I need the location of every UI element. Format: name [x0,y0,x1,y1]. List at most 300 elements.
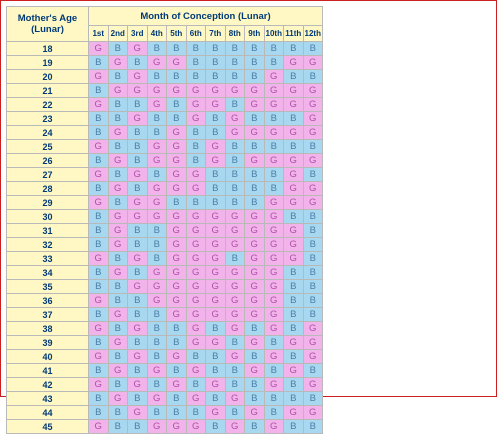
gender-cell: B [128,182,148,196]
gender-cell: G [264,196,284,210]
table-row [7,266,323,280]
gender-cell: G [225,238,245,252]
age-cell: 34 [7,266,89,280]
gender-cell: B [264,168,284,182]
gender-cell: G [264,126,284,140]
gender-cell: G [206,280,226,294]
gender-cell: G [167,210,187,224]
table-row [7,168,323,182]
gender-cell: B [206,70,226,84]
gender-cell: G [89,350,109,364]
gender-cell: G [284,182,304,196]
gender-cell: G [225,224,245,238]
gender-cell: B [264,182,284,196]
gender-cell: B [225,182,245,196]
gender-cell: B [284,210,304,224]
gender-cell: G [186,252,206,266]
gender-cell: B [303,392,323,406]
gender-cell: B [303,168,323,182]
gender-cell: G [303,322,323,336]
gender-cell: B [264,392,284,406]
gender-cell: G [108,238,128,252]
age-cell: 19 [7,56,89,70]
age-cell: 30 [7,210,89,224]
gender-cell: B [128,336,148,350]
gender-cell: G [89,98,109,112]
gender-cell: G [186,182,206,196]
gender-cell: B [303,42,323,56]
gender-cell: G [167,266,187,280]
gender-cell: G [167,294,187,308]
gender-cell: B [245,378,265,392]
gender-cell: G [186,420,206,434]
age-cell: 24 [7,126,89,140]
gender-cell: G [264,154,284,168]
age-cell: 27 [7,168,89,182]
gender-cell: B [284,322,304,336]
table-row [7,210,323,224]
gender-cell: B [225,364,245,378]
table-row [7,238,323,252]
gender-cell: G [186,364,206,378]
gender-cell: B [108,294,128,308]
gender-cell: G [167,126,187,140]
gender-cell: G [264,224,284,238]
month-of-conception-header: Month of Conception (Lunar) [89,7,323,26]
gender-cell: B [206,364,226,378]
gender-cell: G [303,182,323,196]
gender-cell: B [128,126,148,140]
gender-cell: B [225,168,245,182]
gender-cell: G [128,378,148,392]
gender-cell: B [167,392,187,406]
gender-cell: B [303,420,323,434]
gender-cell: B [147,224,167,238]
table-row [7,140,323,154]
gender-cell: G [245,308,265,322]
gender-cell: G [147,196,167,210]
gender-cell: G [167,280,187,294]
gender-cell: B [89,308,109,322]
gender-cell: B [147,168,167,182]
gender-cell: B [284,266,304,280]
chart-body [7,42,323,434]
age-cell: 43 [7,392,89,406]
gender-cell: B [225,154,245,168]
gender-cell: G [147,266,167,280]
gender-cell: B [303,238,323,252]
gender-cell: G [147,364,167,378]
gender-cell: B [245,112,265,126]
gender-cell: G [147,210,167,224]
gender-cell: B [167,70,187,84]
gender-cell: B [89,364,109,378]
table-row [7,406,323,420]
gender-cell: G [128,70,148,84]
gender-cell: G [264,322,284,336]
gender-cell: B [264,56,284,70]
gender-cell: G [128,280,148,294]
gender-cell: G [264,238,284,252]
table-row [7,42,323,56]
gender-cell: G [303,98,323,112]
gender-cell: G [225,210,245,224]
gender-cell: B [206,112,226,126]
table-row [7,126,323,140]
age-cell: 44 [7,406,89,420]
gender-cell: B [108,420,128,434]
gender-cell: G [225,392,245,406]
age-cell: 31 [7,224,89,238]
gender-cell: G [167,350,187,364]
gender-cell: B [108,406,128,420]
gender-cell: B [225,140,245,154]
gender-cell: B [303,252,323,266]
gender-cell: G [264,210,284,224]
gender-cell: B [186,70,206,84]
gender-cell: B [225,98,245,112]
gender-cell: B [108,168,128,182]
gender-cell: G [147,392,167,406]
age-cell: 23 [7,112,89,126]
gender-cell: G [186,210,206,224]
gender-cell: B [225,252,245,266]
gender-cell: G [303,126,323,140]
gender-cell: G [89,70,109,84]
gender-cell: B [147,112,167,126]
gender-cell: B [245,196,265,210]
gender-cell: G [147,294,167,308]
gender-cell: B [245,182,265,196]
gender-cell: G [206,406,226,420]
gender-cell: G [206,336,226,350]
gender-cell: B [89,56,109,70]
table-row [7,420,323,434]
gender-cell: G [303,196,323,210]
month-header: 8th [225,26,245,42]
gender-cell: B [108,252,128,266]
gender-cell: G [225,266,245,280]
gender-cell: B [245,140,265,154]
gender-cell: B [147,322,167,336]
age-cell: 40 [7,350,89,364]
gender-cell: G [108,84,128,98]
gender-cell: B [89,126,109,140]
month-header: 11th [284,26,304,42]
gender-cell: B [108,350,128,364]
gender-cell: B [147,126,167,140]
gender-cell: G [147,56,167,70]
gender-cell: G [147,140,167,154]
gender-cell: G [89,168,109,182]
gender-cell: G [225,126,245,140]
gender-cell: G [284,336,304,350]
gender-cell: B [147,378,167,392]
table-row [7,336,323,350]
gender-cell: B [206,168,226,182]
gender-cell: B [264,140,284,154]
gender-cell: G [264,308,284,322]
age-cell: 20 [7,70,89,84]
gender-cell: B [89,406,109,420]
gender-cell: G [128,196,148,210]
gender-cell: G [108,266,128,280]
table-row [7,294,323,308]
table-row [7,154,323,168]
table-row [7,98,323,112]
gender-cell: B [167,112,187,126]
gender-cell: B [89,280,109,294]
gender-cell: G [186,224,206,238]
gender-cell: B [167,406,187,420]
table-row [7,322,323,336]
month-header: 6th [186,26,206,42]
gender-cell: B [89,238,109,252]
gender-cell: B [147,252,167,266]
gender-cell: G [186,98,206,112]
gender-cell: G [303,56,323,70]
gender-cell: B [128,140,148,154]
gender-cell: B [186,350,206,364]
gender-cell: B [167,42,187,56]
gender-cell: B [108,140,128,154]
gender-cell: B [206,126,226,140]
gender-cell: B [167,364,187,378]
month-header: 4th [147,26,167,42]
gender-cell: G [284,238,304,252]
gender-cell: B [284,280,304,294]
gender-cell: G [245,294,265,308]
gender-cell: G [147,420,167,434]
gender-cell: B [108,196,128,210]
gender-cell: G [284,56,304,70]
gender-cell: G [206,252,226,266]
gender-cell: G [206,238,226,252]
gender-cell: G [264,70,284,84]
age-cell: 29 [7,196,89,210]
gender-cell: B [89,266,109,280]
gender-cell: G [108,182,128,196]
gender-cell: G [245,84,265,98]
age-cell: 25 [7,140,89,154]
gender-cell: G [264,294,284,308]
gender-cell: B [284,350,304,364]
gender-cell: G [225,294,245,308]
gender-cell: G [303,336,323,350]
gender-cell: B [147,336,167,350]
gender-cell: B [108,280,128,294]
gender-cell: G [186,280,206,294]
gender-cell: B [89,154,109,168]
gender-cell: B [167,98,187,112]
gender-cell: G [186,112,206,126]
gender-cell: G [264,420,284,434]
month-header: 5th [167,26,187,42]
gender-cell: B [303,210,323,224]
table-row [7,308,323,322]
gender-cell: G [147,154,167,168]
gender-cell: B [225,196,245,210]
gender-cell: G [167,84,187,98]
gender-cell: B [206,420,226,434]
gender-cell: G [206,266,226,280]
gender-cell: B [225,336,245,350]
gender-cell: G [303,112,323,126]
gender-cell: G [206,154,226,168]
gender-cell: G [225,420,245,434]
gender-cell: B [284,70,304,84]
gender-cell: G [245,406,265,420]
gender-cell: B [147,406,167,420]
gender-cell: B [284,112,304,126]
gender-cell: B [128,308,148,322]
gender-cell: B [264,336,284,350]
mothers-age-header: Mother's Age (Lunar) [7,7,89,42]
gender-cell: G [284,126,304,140]
gender-cell: G [225,280,245,294]
gender-cell: B [167,196,187,210]
gender-cell: B [167,322,187,336]
gender-cell: B [186,56,206,70]
gender-cell: G [167,154,187,168]
gender-cell: B [128,56,148,70]
gender-cell: B [108,322,128,336]
gender-cell: G [128,42,148,56]
table-row [7,378,323,392]
gender-cell: G [186,392,206,406]
gender-cell: B [206,196,226,210]
gender-cell: G [245,224,265,238]
gender-cell: G [167,252,187,266]
gender-cell: G [225,84,245,98]
month-header: 3rd [128,26,148,42]
gender-cell: B [186,140,206,154]
gender-cell: B [264,406,284,420]
gender-cell: B [128,392,148,406]
table-row [7,350,323,364]
gender-cell: G [284,84,304,98]
table-row [7,252,323,266]
gender-cell: G [186,308,206,322]
age-cell: 18 [7,42,89,56]
gender-cell: B [303,364,323,378]
gender-cell: G [206,98,226,112]
gender-cell: B [303,308,323,322]
gender-cell: G [225,308,245,322]
gender-cell: B [186,154,206,168]
gender-cell: B [206,42,226,56]
gender-cell: B [284,294,304,308]
gender-cell: B [303,280,323,294]
gender-cell: G [167,224,187,238]
gender-cell: B [245,168,265,182]
gender-cell: G [108,308,128,322]
gender-cell: G [264,280,284,294]
gender-cell: B [264,112,284,126]
gender-cell: B [128,224,148,238]
gender-cell: G [167,56,187,70]
age-cell: 45 [7,420,89,434]
gender-cell: G [167,168,187,182]
month-header: 9th [245,26,265,42]
age-cell: 26 [7,154,89,168]
gender-cell: G [284,364,304,378]
gender-cell: B [147,308,167,322]
gender-cell: G [245,280,265,294]
gender-cell: B [303,140,323,154]
gender-cell: G [225,350,245,364]
gender-cell: G [245,238,265,252]
gender-cell: B [284,392,304,406]
chinese-gender-chart-table [6,6,323,434]
gender-cell: B [186,378,206,392]
gender-cell: G [284,98,304,112]
gender-cell: B [108,378,128,392]
age-cell: 33 [7,252,89,266]
gender-cell: G [284,224,304,238]
gender-cell: B [89,392,109,406]
gender-cell: G [147,182,167,196]
gender-cell: B [206,322,226,336]
gender-cell: B [128,364,148,378]
gender-cell: G [108,364,128,378]
table-row [7,84,323,98]
gender-cell: G [128,322,148,336]
gender-cell: G [284,406,304,420]
gender-cell: G [147,84,167,98]
gender-cell: G [206,308,226,322]
gender-cell: B [303,266,323,280]
age-cell: 28 [7,182,89,196]
table-row [7,182,323,196]
gender-cell: B [225,56,245,70]
gender-cell: G [128,112,148,126]
gender-cell: B [303,294,323,308]
gender-cell: B [128,294,148,308]
gender-cell: G [245,252,265,266]
gender-cell: G [264,378,284,392]
gender-cell: G [167,378,187,392]
gender-cell: G [303,84,323,98]
gender-cell: G [206,294,226,308]
gender-cell: B [245,42,265,56]
gender-cell: B [206,392,226,406]
gender-cell: B [225,378,245,392]
gender-cell: G [167,238,187,252]
gender-cell: G [167,420,187,434]
gender-cell: G [245,126,265,140]
gender-cell: G [108,336,128,350]
age-cell: 22 [7,98,89,112]
age-cell: 35 [7,280,89,294]
gender-cell: G [206,210,226,224]
gender-cell: B [206,182,226,196]
gender-cell: G [89,140,109,154]
age-cell: 41 [7,364,89,378]
gender-cell: G [89,378,109,392]
gender-cell: B [225,70,245,84]
gender-cell: G [186,266,206,280]
gender-cell: G [89,42,109,56]
gender-cell: B [89,224,109,238]
gender-cell: G [186,84,206,98]
gender-cell: G [264,350,284,364]
gender-cell: B [186,42,206,56]
gender-cell: G [303,154,323,168]
gender-cell: G [206,140,226,154]
age-cell: 39 [7,336,89,350]
gender-cell: G [186,238,206,252]
